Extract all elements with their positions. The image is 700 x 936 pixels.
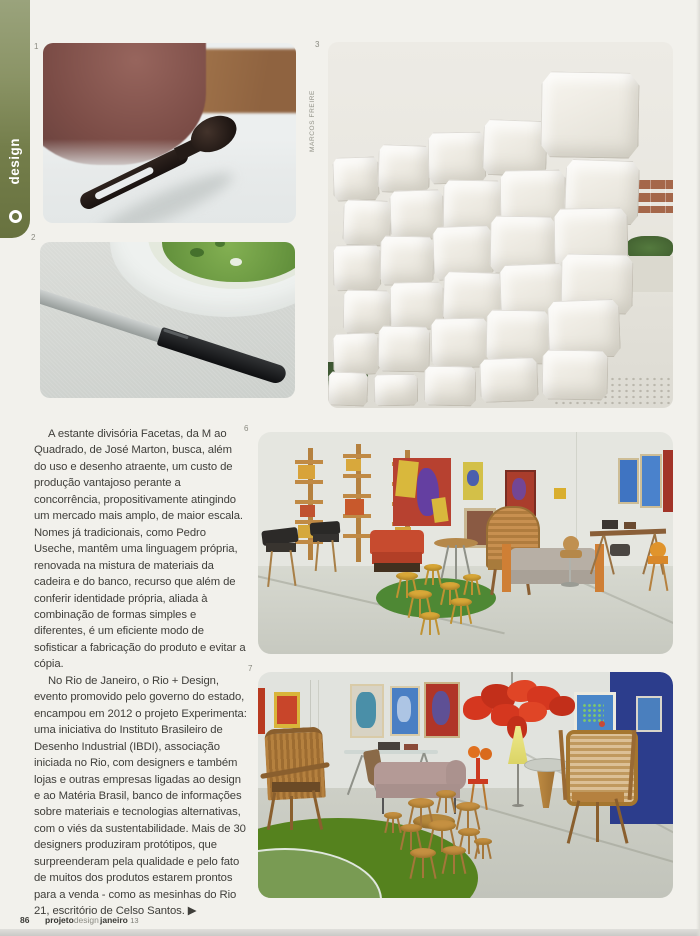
article-paragraph-2: No Rio de Janeiro, o Rio + Design, evento promovido pelo governo do estado, encampou em 2012 o projeto Experimenta: uma iniciativa do Instituto Brasileiro de Desenho Industrial (IBDI), associação iniciada no Rio, com designers e também lojas e outras empresas ligadas ao design e ao Matéria Brasil, banco de informações sobre materiais e tecnologias alternativas, com o viés da sustentabilidade. Mais de 30 designers produziram protótipos, que surpreenderam pela qualidade e pelo fato de muitos dos produtos estarem prontos para a venda - como as mesinhas do Rio 21, escritório de Celso Santos. ▶	[34, 674, 247, 918]
figure-2-photo-knife	[40, 242, 295, 398]
artwork-on-blue-wall	[636, 696, 662, 732]
page-footer	[0, 915, 700, 929]
section-tab-design	[0, 0, 30, 238]
figure-number-7: 7	[248, 664, 253, 673]
figure-3-photo-facetas	[328, 42, 673, 408]
artwork-blue-2	[640, 454, 662, 508]
poster-yellow-red	[274, 692, 300, 728]
artwork-blue-1	[618, 458, 639, 504]
figure-number-2: 2	[31, 233, 36, 242]
poster-red-partial	[258, 688, 265, 734]
section-tab-label: design	[7, 138, 22, 185]
page-right-edge	[696, 0, 700, 936]
magazine-name: projetodesign	[45, 915, 99, 925]
poster-blue	[390, 686, 420, 736]
poster-teal	[350, 684, 384, 738]
article-paragraph-1: A estante divisória Facetas, da M ao Quadrado, de José Marton, busca, além do uso e desenho atraente, um custo de produção vantajoso perante a concorrência, propositivamente atingindo um mercado mais amplo, de maior escala. Nomes já tradicionais, como Pedro Useche, mantêm uma linguagem própria, renovada na mistura de materiais da cadeira e do banco, recurso que além de conferir identidade própria, aliada à combinação de formas simples e diferentes, é um eficiente modo de sofisticar a fabricação do produto e evitar a cópia.	[34, 428, 246, 671]
issue-label: janeiro 13	[100, 915, 139, 925]
poster-red-large	[393, 458, 451, 526]
figure-7-photo-showroom	[258, 672, 673, 898]
figure-1-photo-spoon	[43, 43, 296, 223]
page-number: 86	[20, 915, 30, 925]
poster-red	[424, 682, 460, 738]
poster-yellow-square	[554, 488, 566, 499]
figure-6-photo-showroom	[258, 432, 673, 654]
facet-box-wall	[328, 42, 673, 408]
poster-yellow-narrow	[463, 462, 483, 500]
artwork-red	[663, 450, 673, 512]
page-bottom-edge	[0, 929, 700, 936]
photo-credit: MARCOS FREIRE	[309, 90, 316, 152]
o-circle-icon	[9, 210, 22, 223]
figure-number-1: 1	[34, 42, 39, 51]
figure-number-3: 3	[315, 40, 320, 49]
article-body	[34, 426, 247, 920]
figure-number-6: 6	[244, 424, 249, 433]
